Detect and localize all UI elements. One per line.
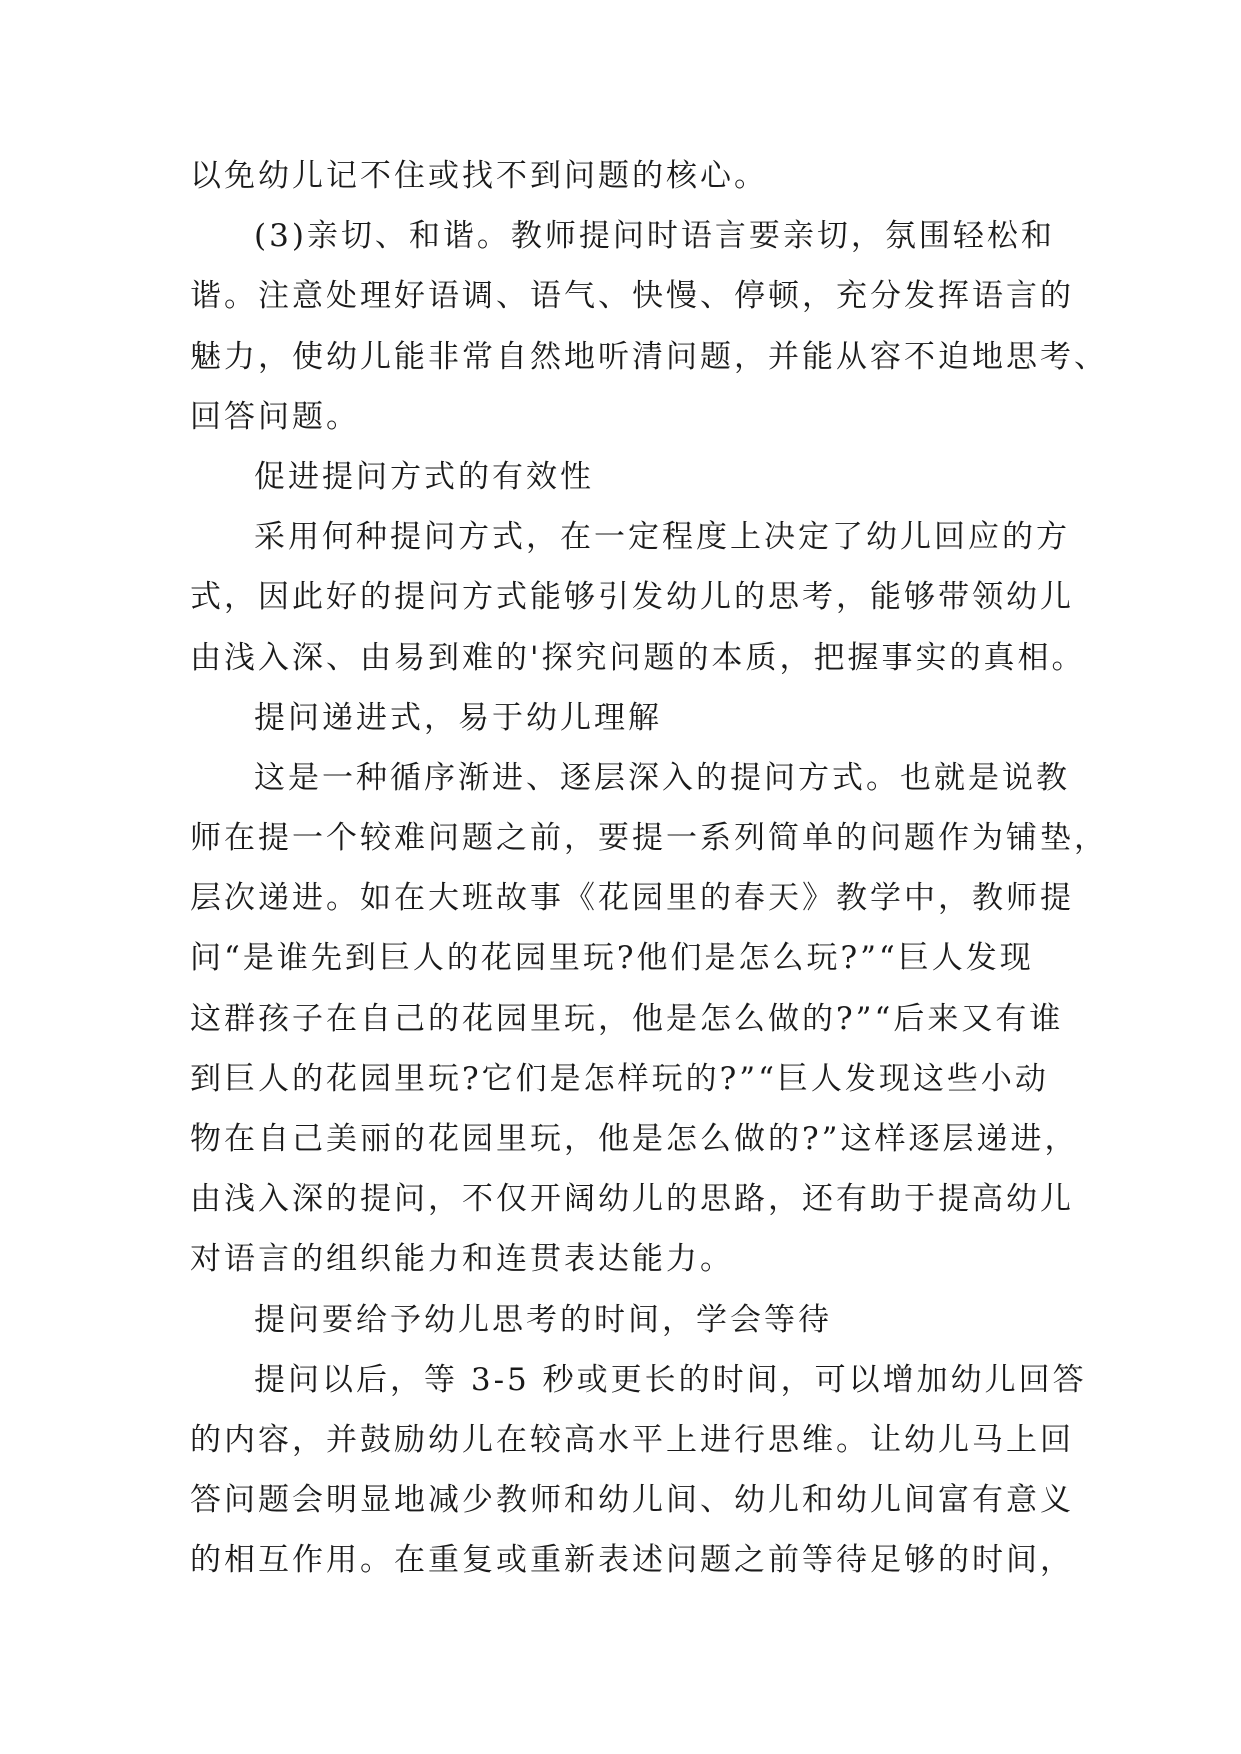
text-line: 层次递进。如在大班故事《花园里的春天》教学中，教师提 [190, 880, 1074, 917]
text-line: 问“是谁先到巨人的花园里玩?他们是怎么玩?”“巨人发现 [190, 940, 1034, 977]
text-line: 对语言的组织能力和连贯表达能力。 [190, 1241, 734, 1278]
text-line: 物在自己美丽的花园里玩，他是怎么做的?”这样逐层递进， [190, 1121, 1079, 1157]
text-line: 由浅入深的提问，不仅开阔幼儿的思路，还有助于提高幼儿 [190, 1181, 1074, 1218]
body-text [190, 146, 1108, 1591]
section-heading: 提问递进式，易于幼儿理解 [254, 699, 662, 736]
text-line: 提问以后，等 3-5 秒或更长的时间，可以增加幼儿回答 [254, 1361, 1087, 1398]
text-line: 的内容，并鼓励幼儿在较高水平上进行思维。让幼儿马上回 [190, 1421, 1074, 1458]
text-line: 由浅入深、由易到难的'探究问题的本质，把握事实的真相。 [190, 639, 1086, 676]
text-line: 式，因此好的提问方式能够引发幼儿的思考，能够带领幼儿 [190, 579, 1074, 616]
text-line: 的相互作用。在重复或重新表述问题之前等待足够的时间， [190, 1542, 1074, 1579]
text-line: 这是一种循序渐进、逐层深入的提问方式。也就是说教 [254, 759, 1070, 796]
text-line: 回答问题。 [190, 398, 360, 435]
text-line: 答问题会明显地减少教师和幼儿间、幼儿和幼儿间富有意义 [190, 1482, 1074, 1519]
text-line: 这群孩子在自己的花园里玩，他是怎么做的?”“后来又有谁 [190, 1000, 1064, 1037]
section-heading: 促进提问方式的有效性 [254, 458, 594, 495]
section-heading: 提问要给予幼儿思考的时间，学会等待 [254, 1301, 832, 1338]
text-line: 到巨人的花园里玩?它们是怎样玩的?”“巨人发现这些小动 [190, 1060, 1049, 1097]
text-line: 师在提一个较难问题之前，要提一系列简单的问题作为铺垫， [190, 820, 1108, 857]
text-line: (3)亲切、和谐。教师提问时语言要亲切，氛围轻松和 [254, 218, 1055, 255]
text-line: 采用何种提问方式，在一定程度上决定了幼儿回应的方 [254, 519, 1070, 556]
text-line: 谐。注意处理好语调、语气、快慢、停顿，充分发挥语言的 [190, 278, 1074, 315]
text-line: 以免幼儿记不住或找不到问题的核心。 [190, 158, 768, 194]
text-line: 魅力，使幼儿能非常自然地听清问题，并能从容不迫地思考、 [190, 338, 1108, 375]
